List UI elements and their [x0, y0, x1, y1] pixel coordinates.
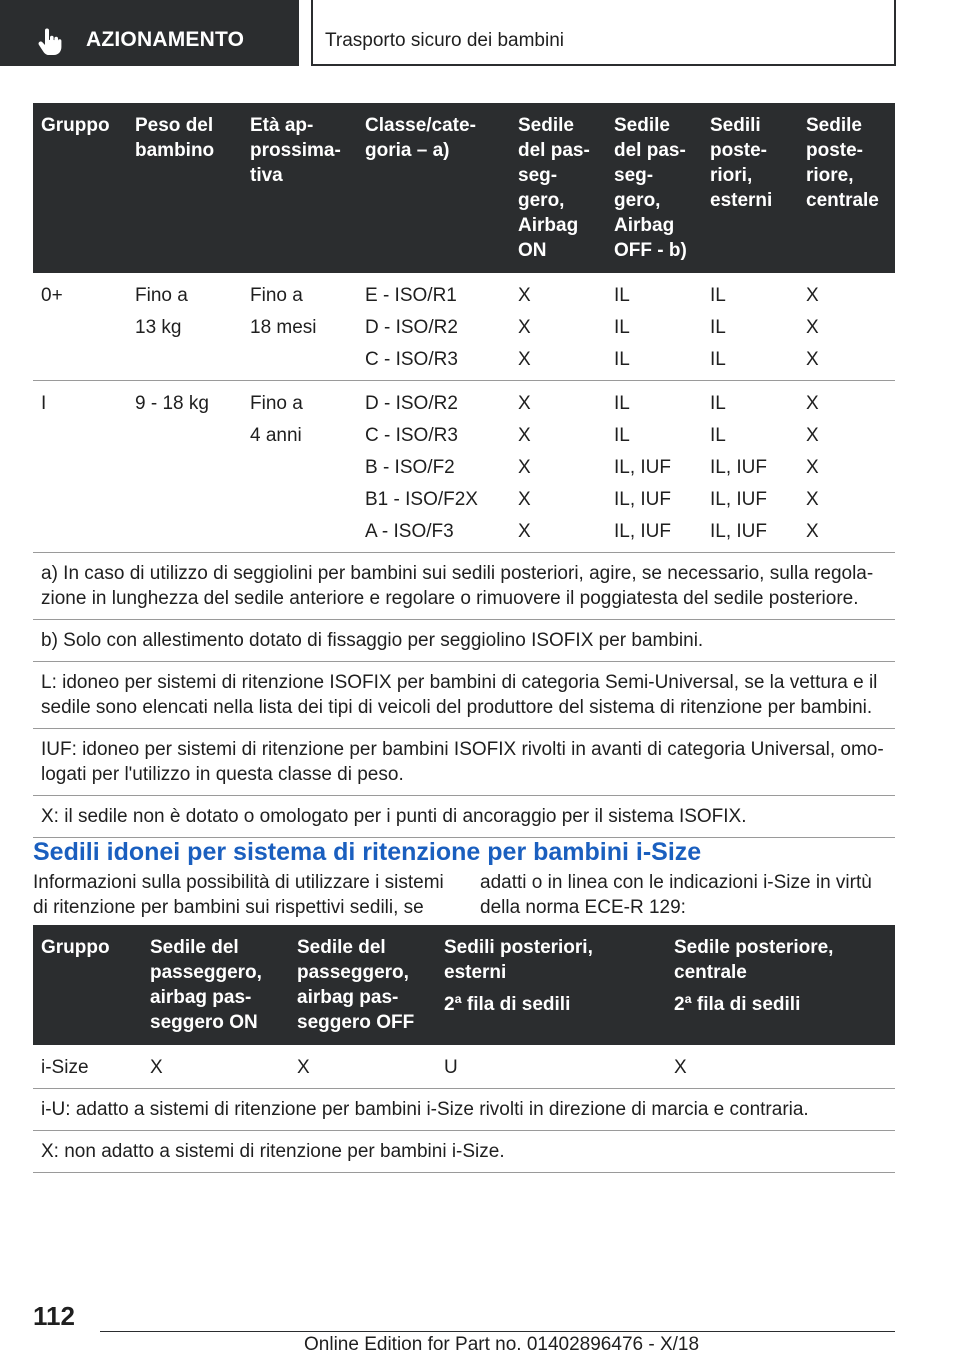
- cell-line: IL, IUF: [614, 521, 672, 542]
- cell-line: X: [518, 489, 531, 510]
- table-row: [33, 381, 895, 553]
- column-header-line: goria – a): [365, 140, 450, 161]
- cell-line: X: [806, 317, 819, 338]
- intro-line: di ritenzione per bambini sui rispettivi sedili, se: [33, 897, 424, 918]
- column-header-subline: 2ª fila di sedili: [444, 994, 571, 1015]
- cell-line: X: [518, 285, 531, 306]
- cell-line: IL: [614, 349, 630, 370]
- cell-line: IL: [614, 393, 630, 414]
- cell-line: B1 - ISO/F2X: [365, 489, 478, 510]
- column-header-line: Sedile del: [150, 937, 239, 958]
- column-header: [666, 925, 895, 1045]
- cell-line: D - ISO/R2: [365, 393, 458, 414]
- cell-line: IL, IUF: [710, 521, 768, 542]
- column-header-line: prossima-: [250, 140, 341, 161]
- column-header-line: centrale: [806, 190, 879, 211]
- intro-line: della norma ECE-R 129:: [480, 897, 686, 918]
- table-note-row: [33, 796, 895, 838]
- column-header: [33, 925, 142, 1045]
- table-row: [33, 1045, 895, 1089]
- table-note-row: [33, 1131, 895, 1173]
- column-header: [289, 925, 436, 1045]
- cell-line: IL: [710, 349, 726, 370]
- cell-line: IL: [710, 393, 726, 414]
- table-cell: X: [666, 1045, 895, 1089]
- cell-line: 4 anni: [250, 425, 302, 446]
- column-header-line: bambino: [135, 140, 215, 161]
- rear-center-cell: [798, 273, 895, 381]
- column-header: [142, 925, 289, 1045]
- weight-cell: [127, 381, 242, 553]
- column-header: [436, 925, 666, 1045]
- column-header: [798, 103, 895, 273]
- column-header-line: del pas-: [518, 140, 590, 161]
- table-cell: U: [436, 1045, 666, 1089]
- table-note: [33, 553, 895, 620]
- column-header-line: seggero OFF: [297, 1012, 415, 1033]
- column-header-line: ON: [518, 240, 547, 261]
- cell-line: X: [806, 521, 819, 542]
- page-header: [0, 0, 960, 66]
- cell-line: IL: [614, 425, 630, 446]
- intro-line: adatti o in linea con le indicazioni i-Size in virtù: [480, 872, 872, 893]
- column-header-line: poste-: [806, 140, 863, 161]
- cell-line: X: [806, 425, 819, 446]
- note-line: logati per l'utilizzo in questa classe di peso.: [41, 764, 404, 785]
- table-cell: X: [142, 1045, 289, 1089]
- column-header: [357, 103, 510, 273]
- column-header-line: Sedile: [614, 115, 670, 136]
- table-header-row: [33, 103, 895, 273]
- column-header-line: seg-: [614, 165, 654, 186]
- group-cell: I: [33, 381, 127, 553]
- table-note: [33, 729, 895, 796]
- cell-line: IL, IUF: [614, 489, 672, 510]
- column-header-line: Sedile del: [297, 937, 386, 958]
- table-row: [33, 273, 895, 381]
- note-line: X: il sedile non è dotato o omologato per i punti di ancoraggio per il sistema ISOFIX.: [41, 806, 747, 827]
- column-header-line: Gruppo: [41, 937, 110, 958]
- cell-line: B - ISO/F2: [365, 457, 455, 478]
- cell-line: IL, IUF: [614, 457, 672, 478]
- note-line: zione in lunghezza del sedile anteriore e regolare o rimuovere il poggiatesta del sedile posteriore.: [41, 588, 859, 609]
- cell-line: X: [518, 457, 531, 478]
- rear-center-cell: [798, 381, 895, 553]
- cell-line: Fino a: [135, 285, 188, 306]
- column-header-line: seggero ON: [150, 1012, 258, 1033]
- column-header-line: gero,: [614, 190, 661, 211]
- column-header-line: Sedile posteriore,: [674, 937, 834, 958]
- cell-line: X: [806, 349, 819, 370]
- column-header-line: Sedili: [710, 115, 761, 136]
- cell-line: IL, IUF: [710, 489, 768, 510]
- table-note: X: non adatto a sistemi di ritenzione per bambini i-Size.: [33, 1131, 895, 1173]
- cell-line: 13 kg: [135, 317, 182, 338]
- column-header: [606, 103, 702, 273]
- table-note: [33, 796, 895, 838]
- cell-line: C - ISO/R3: [365, 349, 458, 370]
- column-header-line: airbag pas-: [150, 987, 252, 1008]
- column-header-line: Sedile: [806, 115, 862, 136]
- airbag-on-cell: [510, 273, 606, 381]
- cell-line: C - ISO/R3: [365, 425, 458, 446]
- rear-outer-cell: [702, 273, 798, 381]
- column-header: [127, 103, 242, 273]
- cell-line: X: [806, 285, 819, 306]
- table-header-row: [33, 925, 895, 1045]
- column-header: [702, 103, 798, 273]
- column-header-line: riore,: [806, 165, 854, 186]
- cell-line: X: [806, 393, 819, 414]
- age-cell: [242, 273, 357, 381]
- airbag-on-cell: [510, 381, 606, 553]
- column-header-line: Gruppo: [41, 115, 110, 136]
- section-heading: Sedili idonei per sistema di ritenzione per bambini i-Size: [33, 838, 702, 866]
- cell-line: X: [518, 425, 531, 446]
- cell-line: IL: [710, 317, 726, 338]
- cell-line: Fino a: [250, 285, 303, 306]
- note-line: sedile sono elencati nella lista dei tipi di veicoli del produttore del sistema di ritenzione per bambini.: [41, 697, 873, 718]
- column-header-subline: 2ª fila di sedili: [674, 994, 801, 1015]
- column-header: [510, 103, 606, 273]
- cell-line: 18 mesi: [250, 317, 317, 338]
- column-header-line: Airbag: [518, 215, 579, 236]
- page-number: 112: [33, 1301, 75, 1331]
- column-header-line: poste-: [710, 140, 767, 161]
- footer-edition: Online Edition for Part no. 01402896476 - X/18: [304, 1334, 700, 1355]
- table-note-row: [33, 1089, 895, 1131]
- footer-rule: [100, 1331, 895, 1332]
- note-line: a) In caso di utilizzo di seggiolini per bambini sui sedili posteriori, agire, se necessario, sulla regola-: [41, 563, 874, 584]
- intro-line: Informazioni sulla possibilità di utilizzare i sistemi: [33, 872, 444, 893]
- age-cell: [242, 381, 357, 553]
- cell-line: IL: [710, 425, 726, 446]
- column-header-line: del pas-: [614, 140, 686, 161]
- table-note-row: [33, 553, 895, 620]
- column-header-line: centrale: [674, 962, 747, 983]
- column-header-line: seg-: [518, 165, 558, 186]
- table-cell: X: [289, 1045, 436, 1089]
- cell-line: X: [518, 521, 531, 542]
- column-header-line: airbag pas-: [297, 987, 399, 1008]
- cell-line: X: [518, 349, 531, 370]
- isize-table: [33, 925, 895, 1173]
- column-header-line: Peso del: [135, 115, 214, 136]
- table-note: i-U: adatto a sistemi di ritenzione per bambini i-Size rivolti in direzione di marcia e contraria.: [33, 1089, 895, 1131]
- column-header-line: gero,: [518, 190, 565, 211]
- table-cell: i-Size: [33, 1045, 142, 1089]
- airbag-off-cell: [606, 273, 702, 381]
- cell-line: E - ISO/R1: [365, 285, 457, 306]
- weight-cell: [127, 273, 242, 381]
- classes-cell: [357, 273, 510, 381]
- column-header: [33, 103, 127, 273]
- hand-pointer-icon: [38, 28, 62, 56]
- column-header: [242, 103, 357, 273]
- isofix-table: [33, 103, 895, 838]
- cell-line: X: [518, 317, 531, 338]
- cell-line: IL: [614, 285, 630, 306]
- column-header-line: Sedili posteriori,: [444, 937, 593, 958]
- cell-line: IL: [614, 317, 630, 338]
- note-line: IUF: idoneo per sistemi di ritenzione per bambini ISOFIX rivolti in avanti di categoria Universal, omo-: [41, 739, 884, 760]
- classes-cell: [357, 381, 510, 553]
- column-header-line: Sedile: [518, 115, 574, 136]
- column-header-line: esterni: [710, 190, 773, 211]
- note-line: b) Solo con allestimento dotato di fissaggio per seggiolino ISOFIX per bambini.: [41, 630, 704, 651]
- column-header-line: esterni: [444, 962, 507, 983]
- cell-line: X: [806, 457, 819, 478]
- airbag-off-cell: [606, 381, 702, 553]
- column-header-line: passeggero,: [297, 962, 409, 983]
- cell-line: IL: [710, 285, 726, 306]
- rear-outer-cell: [702, 381, 798, 553]
- note-line: L: idoneo per sistemi di ritenzione ISOFIX per bambini di categoria Semi-Universal, se la vettura e il: [41, 672, 878, 693]
- table-note-row: [33, 729, 895, 796]
- section-tab: [0, 0, 299, 66]
- cell-line: 9 - 18 kg: [135, 393, 209, 414]
- intro-text-col1: [33, 870, 453, 920]
- topic-title: Trasporto sicuro dei bambini: [325, 30, 565, 51]
- column-header-line: Età ap-: [250, 115, 314, 136]
- table-note: [33, 662, 895, 729]
- section-title: AZIONAMENTO: [86, 28, 245, 51]
- cell-line: A - ISO/F3: [365, 521, 454, 542]
- table-note: [33, 620, 895, 662]
- cell-line: D - ISO/R2: [365, 317, 458, 338]
- cell-line: IL, IUF: [710, 457, 768, 478]
- column-header-line: Airbag: [614, 215, 675, 236]
- table-note-row: [33, 620, 895, 662]
- cell-line: Fino a: [250, 393, 303, 414]
- column-header-line: tiva: [250, 165, 283, 186]
- table-note-row: [33, 662, 895, 729]
- column-header-line: riori,: [710, 165, 753, 186]
- group-cell: 0+: [33, 273, 127, 381]
- intro-text-col2: [480, 870, 900, 920]
- column-header-line: Classe/cate-: [365, 115, 476, 136]
- cell-line: X: [518, 393, 531, 414]
- cell-line: X: [806, 489, 819, 510]
- column-header-line: OFF - b): [614, 240, 687, 261]
- column-header-line: passeggero,: [150, 962, 262, 983]
